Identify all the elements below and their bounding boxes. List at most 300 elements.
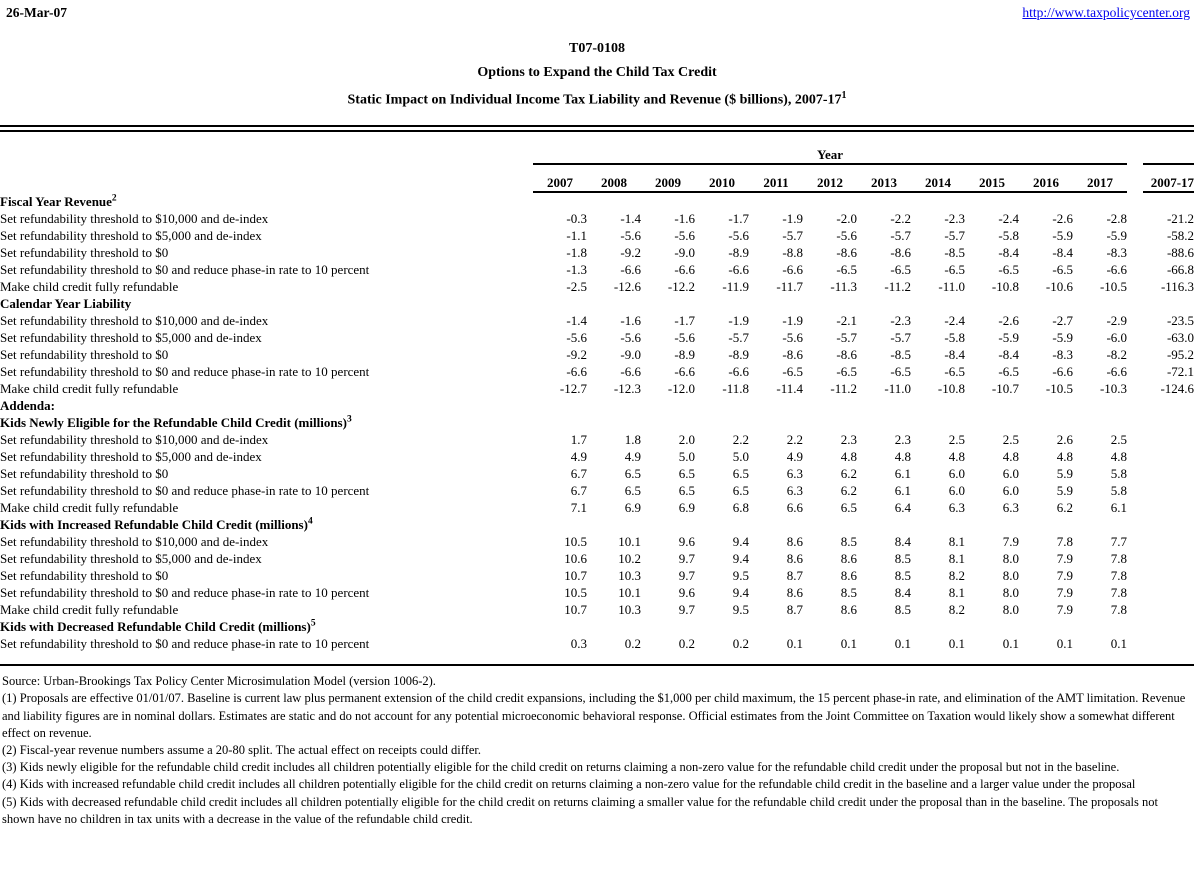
table-cell: 2.5	[1110, 432, 1128, 448]
table-cell: 6.2	[840, 483, 857, 499]
table-cell: -10.8	[937, 381, 965, 397]
table-cell: -6.6	[728, 262, 749, 278]
table-cell: 7.8	[1110, 602, 1128, 618]
table-cell: -6.6	[782, 262, 803, 278]
row-label: Make child credit fully refundable	[0, 381, 179, 397]
table-cell: 6.7	[570, 466, 587, 482]
table-cell: -10.3	[1099, 381, 1128, 397]
table-cell: 8.4	[894, 585, 911, 601]
table-cell: -8.3	[1106, 245, 1128, 261]
table-cell: 5.8	[1110, 466, 1128, 482]
table-cell: -10.5	[1045, 381, 1073, 397]
table-cell: 1.7	[570, 432, 587, 448]
table-cell: 7.8	[1110, 568, 1128, 584]
table-cell: -11.7	[776, 279, 803, 295]
table-cell: -5.7	[944, 228, 965, 244]
column-gap-spacer	[1127, 601, 1143, 618]
section-heading-row	[0, 414, 1194, 431]
column-gap-spacer	[1127, 164, 1143, 192]
table-cell: 6.3	[1002, 500, 1019, 516]
table-cell: -5.6	[674, 330, 695, 346]
row-label: Set refundability threshold to $0 and reduce phase-in rate to 10 percent	[0, 585, 370, 601]
column-gap-spacer	[1127, 363, 1143, 380]
column-header-year: 2012	[803, 164, 857, 192]
footnote-line: Source: Urban-Brookings Tax Policy Center Microsimulation Model (version 1006-2).	[2, 674, 436, 689]
table-cell-total	[1143, 499, 1194, 516]
table-cell: 2.0	[678, 432, 695, 448]
table-cell: 2.6	[1056, 432, 1073, 448]
footnote-line: (5) Kids with decreased refundable child credit includes all children potentially eligible for the child credit on returns claiming a smaller value for the refundable child credit under the proposal than in the baseline. The proposals not shown have no children in tax units with a decrease in the value of the refundable child credit.	[2, 794, 1158, 826]
table-cell: 6.0	[1002, 483, 1019, 499]
table-cell: -2.2	[890, 211, 911, 227]
table-cell: -12.6	[613, 279, 641, 295]
table-cell: -8.8	[782, 245, 803, 261]
table-cell: 6.7	[570, 483, 587, 499]
table-row	[0, 584, 1194, 601]
table-cell: -6.5	[1052, 262, 1073, 278]
row-label: Set refundability threshold to $10,000 and de-index	[0, 534, 269, 550]
table-cell-total	[1143, 635, 1194, 652]
row-label: Set refundability threshold to $0 and reduce phase-in rate to 10 percent	[0, 262, 370, 278]
table-cell: -2.8	[1106, 211, 1128, 227]
table-cell: -2.3	[890, 313, 911, 329]
column-gap-spacer	[1127, 448, 1143, 465]
column-gap-spacer	[1127, 329, 1143, 346]
row-label: Set refundability threshold to $0	[0, 466, 169, 482]
table-cell: 2.3	[894, 432, 911, 448]
table-cell: -12.3	[613, 381, 641, 397]
table-cell: -11.9	[722, 279, 749, 295]
table-cell: 7.8	[1110, 551, 1128, 567]
table-cell: -10.5	[1099, 279, 1128, 295]
table-cell: -6.5	[836, 262, 857, 278]
table-cell: 9.7	[678, 551, 695, 567]
row-label: Set refundability threshold to $5,000 and de-index	[0, 551, 262, 567]
table-cell: -12.7	[559, 381, 587, 397]
table-cell: -2.6	[998, 313, 1019, 329]
table-cell: 10.3	[618, 568, 641, 584]
column-gap-spacer	[1127, 482, 1143, 499]
table-cell: 8.0	[1002, 585, 1019, 601]
footnote-line: (1) Proposals are effective 01/01/07. Baseline is current law plus permanent extension of the child credit expansions, including the $1,000 per child maximum, the 15 percent phase-in rate, and elimination of the AMT limitation. Revenue and liability figures are in nominal dollars. Estimates are static and do not account for any potential microeconomic behavioral response. Official estimates from the Joint Committee on Taxation would likely show a somewhat different effect on revenue.	[2, 691, 1186, 740]
title-block	[0, 37, 1194, 112]
table-cell: 7.9	[1056, 568, 1073, 584]
table-cell: 1.8	[624, 432, 641, 448]
table-cell: -6.5	[890, 262, 911, 278]
column-header-year: 2011	[749, 164, 803, 192]
table-cell: 6.5	[678, 483, 695, 499]
table-cell: -8.6	[782, 347, 803, 363]
table-cell: 2.2	[786, 432, 803, 448]
table-cell: 9.6	[678, 534, 695, 550]
table-cell: 7.9	[1056, 602, 1073, 618]
table-cell: -8.9	[728, 245, 749, 261]
table-row	[0, 278, 1194, 295]
section-heading-text: Kids with Decreased Refundable Child Credit (millions)	[0, 619, 311, 635]
section-heading	[0, 192, 1194, 210]
table-cell: -9.2	[566, 347, 587, 363]
table-row	[0, 601, 1194, 618]
table-cell-total: -124.6	[1160, 381, 1194, 397]
table-cell: 8.2	[948, 602, 965, 618]
table-cell: -6.5	[782, 364, 803, 380]
table-cell: 8.7	[786, 568, 803, 584]
table-cell-total: -116.3	[1160, 279, 1194, 295]
table-cell: -6.6	[728, 364, 749, 380]
table-cell: -8.3	[1052, 347, 1073, 363]
table-cell: -10.7	[991, 381, 1019, 397]
table-cell: 8.5	[840, 534, 857, 550]
table-cell: 8.6	[840, 568, 857, 584]
table-cell: -8.5	[890, 347, 911, 363]
table-cell: 8.0	[1002, 551, 1019, 567]
table-cell: -5.6	[620, 228, 641, 244]
table-cell: 6.5	[624, 466, 641, 482]
table-cell: 10.5	[564, 585, 587, 601]
table-cell: -6.6	[620, 262, 641, 278]
table-cell: 0.2	[678, 636, 695, 652]
table-cell-total: -66.8	[1166, 262, 1194, 278]
table-cell: -11.2	[830, 381, 857, 397]
table-cell: -9.0	[674, 245, 695, 261]
table-cell: -8.6	[836, 245, 857, 261]
table-row	[0, 210, 1194, 227]
table-cell: 0.1	[1002, 636, 1019, 652]
column-gap-spacer	[1127, 210, 1143, 227]
section-heading-text: Kids with Increased Refundable Child Credit (millions)	[0, 517, 308, 533]
table-cell: 6.3	[786, 466, 803, 482]
table-cell: -6.6	[1052, 364, 1073, 380]
section-heading	[0, 618, 1194, 635]
table-cell: 9.4	[732, 551, 749, 567]
section-heading-row	[0, 618, 1194, 635]
table-cell: 8.1	[948, 551, 965, 567]
row-label: Set refundability threshold to $0 and reduce phase-in rate to 10 percent	[0, 483, 370, 499]
section-heading	[0, 295, 1194, 312]
table-cell: -6.6	[566, 364, 587, 380]
data-table	[0, 138, 1194, 652]
section-heading-row	[0, 516, 1194, 533]
table-cell-total: -72.1	[1166, 364, 1194, 380]
table-cell: 0.1	[840, 636, 857, 652]
table-cell-total	[1143, 431, 1194, 448]
table-cell: -8.4	[1052, 245, 1073, 261]
table-cell-total: -21.2	[1166, 211, 1194, 227]
table-cell: -1.7	[674, 313, 695, 329]
table-cell: -1.7	[728, 211, 749, 227]
column-gap-spacer	[1127, 227, 1143, 244]
row-label: Make child credit fully refundable	[0, 500, 179, 516]
column-header-total: 2007-17	[1143, 164, 1194, 192]
column-gap-spacer	[1127, 278, 1143, 295]
table-cell: -11.0	[938, 279, 965, 295]
table-cell: 4.9	[570, 449, 587, 465]
section-heading	[0, 414, 1194, 431]
table-cell: 6.9	[624, 500, 641, 516]
table-cell: 6.5	[732, 483, 749, 499]
table-row	[0, 431, 1194, 448]
table-row	[0, 465, 1194, 482]
column-gap-spacer	[1127, 244, 1143, 261]
table-cell: 9.5	[732, 602, 749, 618]
column-gap-spacer	[1127, 635, 1143, 652]
table-cell: -5.9	[1106, 228, 1128, 244]
table-cell: -5.6	[782, 330, 803, 346]
table-cell: -1.4	[566, 313, 587, 329]
row-label: Make child credit fully refundable	[0, 602, 179, 618]
table-row	[0, 380, 1194, 397]
table-cell: 5.0	[732, 449, 749, 465]
section-heading-row	[0, 397, 1194, 414]
table-cell: 4.8	[840, 449, 857, 465]
table-cell: 0.3	[570, 636, 587, 652]
table-row	[0, 635, 1194, 652]
table-cell: -1.9	[782, 313, 803, 329]
table-cell: 5.0	[678, 449, 695, 465]
footnote-ref-3: 3	[346, 414, 352, 425]
table-cell: -5.6	[836, 228, 857, 244]
document-header	[0, 0, 1194, 21]
table-cell: -8.9	[674, 347, 695, 363]
footnotes	[0, 673, 1194, 828]
footnote-line: (3) Kids newly eligible for the refundable child credit includes all children potentially eligible for the child credit on returns claiming a non-zero value for the refundable child credit under the proposal but not in the baseline.	[2, 760, 1120, 775]
table-cell: 10.1	[618, 585, 641, 601]
column-gap-spacer	[1127, 533, 1143, 550]
year-span-header: Year	[533, 138, 1127, 164]
column-gap-spacer	[1127, 346, 1143, 363]
column-gap-spacer	[1127, 312, 1143, 329]
section-heading-text: Kids Newly Eligible for the Refundable Child Credit (millions)	[0, 415, 347, 431]
table-cell-total: -23.5	[1166, 313, 1194, 329]
year-header-row	[0, 164, 1194, 192]
table-cell: -11.3	[830, 279, 857, 295]
table-cell: -2.0	[836, 211, 857, 227]
table-cell: -1.6	[620, 313, 641, 329]
table-cell: -2.1	[836, 313, 857, 329]
table-cell-total	[1143, 482, 1194, 499]
table-cell: 6.2	[840, 466, 857, 482]
total-column-top-rule	[1143, 138, 1194, 164]
column-gap-spacer	[1127, 380, 1143, 397]
footnote-ref-1: 1	[841, 90, 847, 101]
footnote-ref-5: 5	[310, 618, 316, 629]
table-cell: -2.4	[998, 211, 1019, 227]
table-cell: 8.6	[786, 551, 803, 567]
table-row	[0, 346, 1194, 363]
table-cell: 9.4	[732, 534, 749, 550]
table-cell: -11.8	[722, 381, 749, 397]
table-cell: 6.4	[894, 500, 911, 516]
table-row	[0, 499, 1194, 516]
table-cell: 9.7	[678, 602, 695, 618]
row-label: Set refundability threshold to $0	[0, 347, 169, 363]
taxpolicycenter-link[interactable]: http://www.taxpolicycenter.org	[1022, 5, 1190, 20]
table-row	[0, 244, 1194, 261]
row-label: Set refundability threshold to $5,000 and de-index	[0, 330, 262, 346]
table-cell: -1.8	[566, 245, 587, 261]
table-cell: 4.8	[894, 449, 911, 465]
table-cell: 6.1	[894, 466, 911, 482]
table-cell: -1.4	[620, 211, 641, 227]
table-cell: 5.9	[1056, 483, 1073, 499]
row-label: Set refundability threshold to $0 and reduce phase-in rate to 10 percent	[0, 636, 370, 652]
table-cell: 4.9	[624, 449, 641, 465]
title-divider-rule	[0, 125, 1194, 132]
table-cell: -5.7	[728, 330, 749, 346]
column-header-year: 2017	[1073, 164, 1127, 192]
row-label: Make child credit fully refundable	[0, 279, 179, 295]
table-cell: -6.5	[890, 364, 911, 380]
table-cell: 6.9	[678, 500, 695, 516]
table-cell: 6.6	[786, 500, 803, 516]
table-cell: -8.4	[944, 347, 965, 363]
table-cell: 10.7	[564, 568, 587, 584]
table-cell: -8.9	[728, 347, 749, 363]
section-heading-row	[0, 192, 1194, 210]
table-cell: -5.6	[566, 330, 587, 346]
section-heading-text: Calendar Year Liability	[0, 296, 132, 312]
table-cell: 6.0	[948, 466, 965, 482]
table-cell: -10.6	[1045, 279, 1073, 295]
column-gap-spacer	[1127, 138, 1143, 164]
row-label: Set refundability threshold to $10,000 and de-index	[0, 211, 269, 227]
table-cell: 10.3	[618, 602, 641, 618]
table-cell: -6.6	[1106, 364, 1128, 380]
table-cell: 10.5	[564, 534, 587, 550]
table-cell: 9.7	[678, 568, 695, 584]
table-cell-total	[1143, 601, 1194, 618]
table-cell: 2.5	[948, 432, 965, 448]
table-cell-total	[1143, 567, 1194, 584]
table-cell: 8.5	[840, 585, 857, 601]
table-cell: -5.7	[836, 330, 857, 346]
table-cell: 0.1	[948, 636, 965, 652]
table-cell: 8.6	[840, 551, 857, 567]
row-label: Set refundability threshold to $0	[0, 568, 169, 584]
section-heading-text: Addenda:	[0, 398, 55, 414]
table-cell: -5.9	[1052, 330, 1073, 346]
footnote-ref-4: 4	[307, 516, 313, 527]
table-cell: 6.0	[948, 483, 965, 499]
table-cell: 2.5	[1002, 432, 1019, 448]
table-cell: 7.8	[1110, 585, 1128, 601]
table-cell: 0.1	[894, 636, 911, 652]
table-cell: -8.6	[836, 347, 857, 363]
table-cell: 10.7	[564, 602, 587, 618]
table-cell: -6.5	[944, 364, 965, 380]
section-heading	[0, 516, 1194, 533]
table-cell: -1.3	[566, 262, 587, 278]
table-cell: 6.8	[732, 500, 749, 516]
table-cell: -1.9	[728, 313, 749, 329]
table-cell: 10.6	[564, 551, 587, 567]
subtitle-line: Static Impact on Individual Income Tax Liability and Revenue ($ billions), $2007-17^1$	[347, 90, 847, 108]
column-gap-spacer	[1127, 261, 1143, 278]
row-label: Set refundability threshold to $0 and reduce phase-in rate to 10 percent	[0, 364, 370, 380]
table-cell: -5.7	[890, 330, 911, 346]
row-label: Set refundability threshold to $10,000 and de-index	[0, 432, 269, 448]
table-cell: 10.1	[618, 534, 641, 550]
column-header-year: 2015	[965, 164, 1019, 192]
table-cell: 0.2	[732, 636, 749, 652]
table-cell: 6.1	[1110, 500, 1128, 516]
table-cell: 9.4	[732, 585, 749, 601]
year-span-row	[0, 138, 1194, 164]
table-cell: 8.5	[894, 568, 911, 584]
table-bottom-rule	[0, 664, 1194, 666]
table-cell: -5.6	[620, 330, 641, 346]
table-cell: -10.8	[991, 279, 1019, 295]
table-row	[0, 329, 1194, 346]
row-label: Set refundability threshold to $10,000 and de-index	[0, 313, 269, 329]
table-cell: -6.5	[998, 262, 1019, 278]
table-cell: 8.6	[786, 585, 803, 601]
column-header-year: 2016	[1019, 164, 1073, 192]
table-cell: -2.6	[1052, 211, 1073, 227]
table-cell: -6.5	[836, 364, 857, 380]
table-row	[0, 261, 1194, 278]
footnote-line: (4) Kids with increased refundable child credit includes all children potentially eligible for the child credit on returns claiming a non-zero value for the refundable child credit in the baseline and a larger value under the proposal	[2, 777, 1136, 792]
table-cell: -6.5	[998, 364, 1019, 380]
table-cell: -2.7	[1052, 313, 1073, 329]
table-cell: 8.4	[894, 534, 911, 550]
column-gap-spacer	[1127, 431, 1143, 448]
table-cell: -2.5	[566, 279, 587, 295]
table-cell: 0.1	[1110, 636, 1128, 652]
table-cell-total: -58.2	[1166, 228, 1194, 244]
table-row	[0, 482, 1194, 499]
table-cell: 7.7	[1110, 534, 1128, 550]
table-cell: 0.2	[624, 636, 641, 652]
table-cell: 6.2	[1056, 500, 1073, 516]
title-line: Options to Expand the Child Tax Credit	[477, 64, 717, 80]
table-cell: 8.5	[894, 602, 911, 618]
header-label-spacer	[0, 138, 533, 164]
table-cell: -8.5	[944, 245, 965, 261]
table-cell: 4.8	[1110, 449, 1128, 465]
table-cell: 6.5	[732, 466, 749, 482]
table-cell: -8.6	[890, 245, 911, 261]
table-cell: 9.6	[678, 585, 695, 601]
section-heading-text: Fiscal Year Revenue	[0, 194, 112, 210]
header-label-spacer	[0, 164, 533, 192]
column-header-year: 2007	[533, 164, 587, 192]
table-cell: -9.0	[620, 347, 641, 363]
table-cell: 8.2	[948, 568, 965, 584]
table-cell-total	[1143, 465, 1194, 482]
table-cell: 7.9	[1056, 551, 1073, 567]
section-heading	[0, 397, 1194, 414]
table-cell: -11.0	[884, 381, 911, 397]
table-row	[0, 363, 1194, 380]
column-gap-spacer	[1127, 499, 1143, 516]
table-cell: 0.1	[786, 636, 803, 652]
table-cell-total: -63.0	[1166, 330, 1194, 346]
table-cell: 8.6	[786, 534, 803, 550]
table-cell: 4.9	[786, 449, 803, 465]
row-label: Set refundability threshold to $0	[0, 245, 169, 261]
table-cell-total	[1143, 550, 1194, 567]
table-cell: 4.8	[1002, 449, 1019, 465]
table-cell: -6.5	[944, 262, 965, 278]
column-header-year: 2013	[857, 164, 911, 192]
table-cell: 6.3	[786, 483, 803, 499]
table-cell: -1.1	[566, 228, 587, 244]
table-cell: -12.2	[667, 279, 695, 295]
column-gap-spacer	[1127, 550, 1143, 567]
table-cell-total	[1143, 448, 1194, 465]
table-row	[0, 533, 1194, 550]
